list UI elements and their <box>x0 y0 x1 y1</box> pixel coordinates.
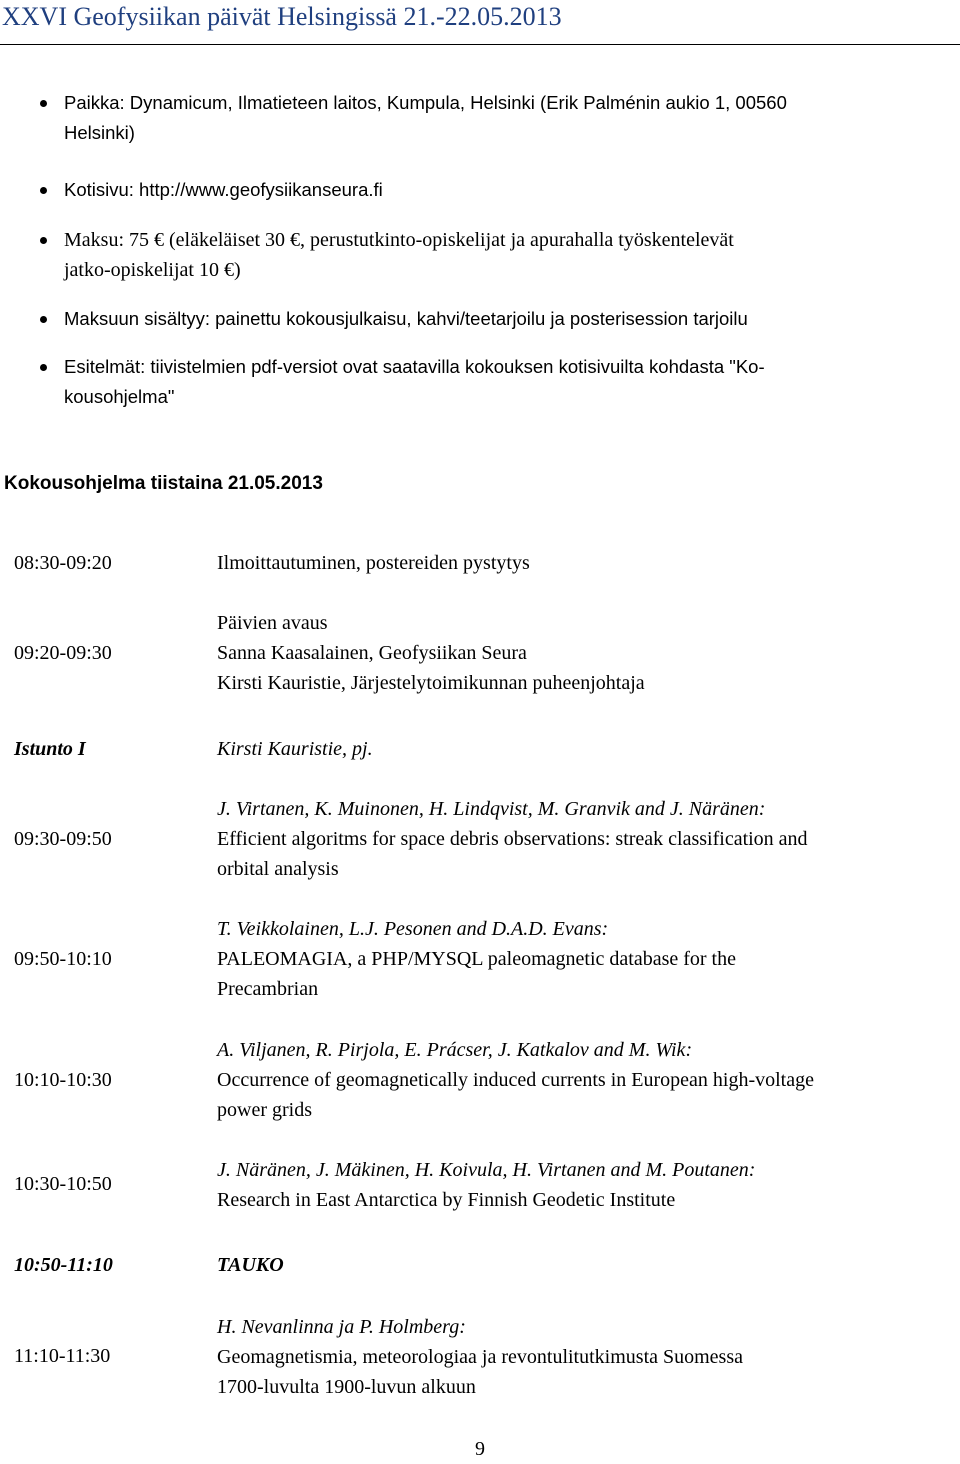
program-entry <box>217 1250 957 1280</box>
time-slot: 11:10-11:30 <box>14 1345 111 1367</box>
location-line-2: Helsinki) <box>64 122 135 143</box>
program-entry <box>217 1035 957 1125</box>
entry-authors: H. Nevanlinna ja P. Holmberg: <box>217 1316 466 1338</box>
entry-title-line: PALEOMAGIA, a PHP/MYSQL paleomagnetic database for the <box>217 948 736 970</box>
location-line-1: Paikka: Dynamicum, Ilmatieteen laitos, Kumpula, Helsinki (Erik Palménin aukio 1, 00560 <box>64 92 787 113</box>
program-entry <box>217 548 957 578</box>
entry-authors: T. Veikkolainen, L.J. Pesonen and D.A.D. Evans: <box>217 918 609 940</box>
entry-title-line: Occurrence of geomagnetically induced currents in European high-voltage <box>217 1069 814 1091</box>
program-entry <box>217 794 957 884</box>
entry-title-line: Precambrian <box>217 978 319 1000</box>
break-label: TAUKO <box>217 1254 284 1276</box>
entry-authors: J. Näränen, J. Mäkinen, H. Koivula, H. Virtanen and M. Poutanen: <box>217 1159 756 1181</box>
program-entry <box>217 608 957 698</box>
entry-title-line: Research in East Antarctica by Finnish Geodetic Institute <box>217 1189 676 1211</box>
session-label: Istunto I <box>14 738 86 760</box>
entry-authors: J. Virtanen, K. Muinonen, H. Lindqvist, M. Granvik and J. Näränen: <box>217 798 766 820</box>
program-entry <box>217 734 957 764</box>
entry-authors: A. Viljanen, R. Pirjola, E. Prácser, J. Katkalov and M. Wik: <box>217 1039 693 1061</box>
entry-line: Päivien avaus <box>217 612 328 634</box>
entry-title-line: Geomagnetismia, meteorologiaa ja revontulitutkimusta Suomessa <box>217 1346 743 1368</box>
time-slot: 09:50-10:10 <box>14 948 112 970</box>
conference-title: XXVI Geofysiikan päivät Helsingissä 21.-22.05.2013 <box>2 2 562 31</box>
entry-title-line: Efficient algoritms for space debris observations: streak classification and <box>217 828 808 850</box>
entry-line: Sanna Kaasalainen, Geofysiikan Seura <box>217 642 527 664</box>
program-entry <box>217 1155 957 1215</box>
program-entry <box>217 1312 957 1402</box>
time-slot: 09:30-09:50 <box>14 828 112 850</box>
time-slot: 10:10-10:30 <box>14 1069 112 1091</box>
presentations-line-1: Esitelmät: tiivistelmien pdf-versiot ovat saatavilla kokouksen kotisivuilta kohdasta "Ko- <box>64 356 765 377</box>
program-entry <box>217 914 957 1004</box>
time-slot: 10:30-10:50 <box>14 1173 112 1195</box>
entry-title-line: orbital analysis <box>217 858 339 880</box>
fee-line-1: Maksu: 75 € (eläkeläiset 30 €, perustutkinto-opiskelijat ja apurahalla työskentelevät <box>64 229 734 251</box>
page-number: 9 <box>475 1438 485 1460</box>
entry-title-line: power grids <box>217 1099 312 1121</box>
time-slot: 08:30-09:20 <box>14 552 112 574</box>
included-text: Maksuun sisältyy: painettu kokousjulkaisu, kahvi/teetarjoilu ja posterisession tarjoilu <box>64 308 748 329</box>
time-slot: 10:50-11:10 <box>14 1254 113 1276</box>
entry-title-line: 1700-luvulta 1900-luvun alkuun <box>217 1376 476 1398</box>
entry-line: Ilmoittautuminen, postereiden pystytys <box>217 552 530 574</box>
fee-line-2: jatko-opiskelijat 10 €) <box>64 259 241 281</box>
program-title: Kokousohjelma tiistaina 21.05.2013 <box>4 473 323 494</box>
presentations-line-2: kousohjelma" <box>64 386 175 407</box>
session-chair: Kirsti Kauristie, pj. <box>217 738 373 760</box>
entry-line: Kirsti Kauristie, Järjestelytoimikunnan puheenjohtaja <box>217 672 645 694</box>
homepage-link[interactable]: Kotisivu: http://www.geofysiikanseura.fi <box>64 179 383 200</box>
time-slot: 09:20-09:30 <box>14 642 112 664</box>
